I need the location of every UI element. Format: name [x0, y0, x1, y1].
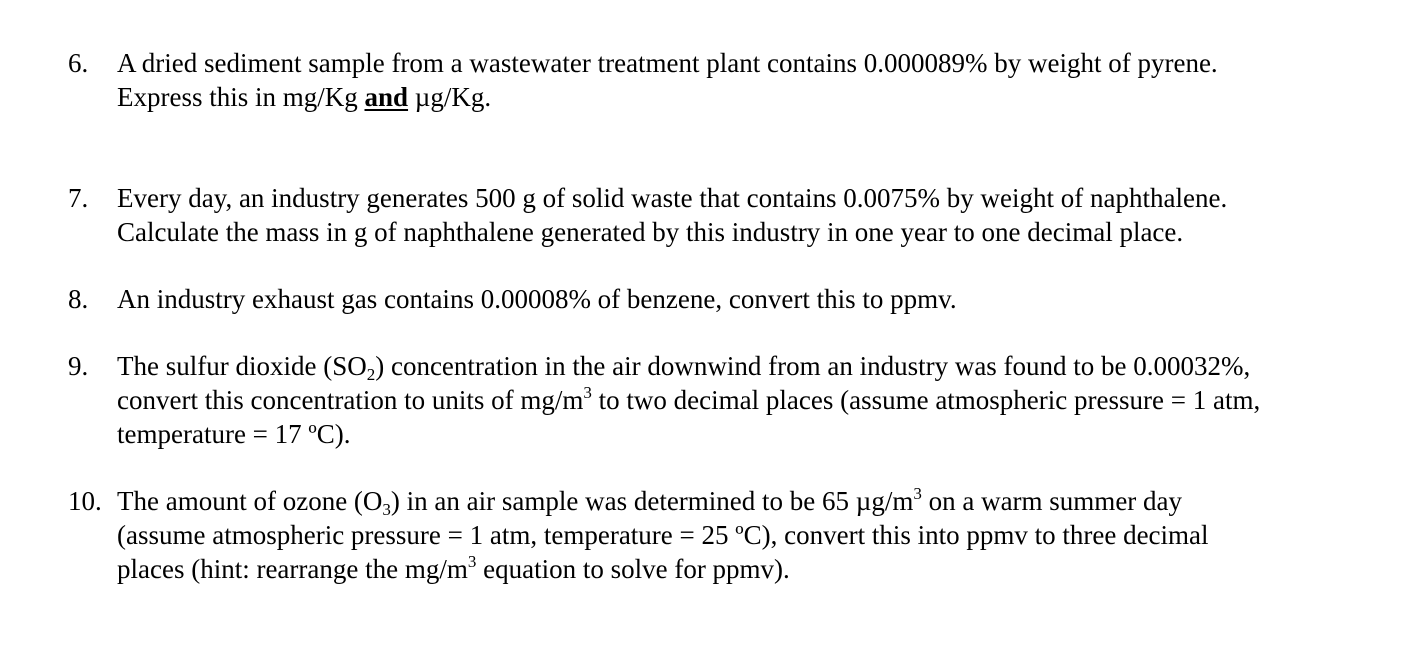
problem-number: 9.	[68, 351, 89, 381]
problem-text	[117, 282, 1392, 316]
problem-number: 6.	[68, 48, 89, 78]
subscript: 2	[366, 365, 376, 384]
problem-line	[117, 383, 1392, 417]
text-run: ) in an air sample was determined to be 65 µg/m	[390, 486, 914, 516]
text-run: µg/Kg.	[408, 82, 492, 112]
problem-text	[117, 181, 1392, 249]
emphasis-and: and	[364, 82, 409, 112]
text-run: The sulfur dioxide (SO	[117, 351, 367, 381]
problem-number: 8.	[68, 284, 89, 314]
superscript: 3	[583, 383, 592, 402]
problem-line: A dried sediment sample from a wastewater treatment plant contains 0.000089% by weight of pyrene.	[117, 48, 1218, 78]
problem-line: (assume atmospheric pressure = 1 atm, temperature = 25 ºC), convert this into ppmv to three decimal	[117, 520, 1209, 550]
problem-line: An industry exhaust gas contains 0.00008% of benzene, convert this to ppmv.	[117, 284, 957, 314]
problem-line: temperature = 17 ºC).	[117, 419, 351, 449]
text-run: equation to solve for ppmv).	[476, 554, 790, 584]
text-run: Express this in mg/Kg	[117, 82, 365, 112]
problem-line	[117, 484, 1392, 518]
text-run: places (hint: rearrange the mg/m	[117, 554, 468, 584]
problem-line	[117, 80, 1392, 114]
text-run: ) concentration in the air downwind from an industry was found to be 0.00032%,	[375, 351, 1251, 381]
problem-text	[117, 484, 1392, 586]
problem-line: Calculate the mass in g of naphthalene generated by this industry in one year to one decimal place.	[117, 217, 1184, 247]
superscript: 3	[467, 552, 477, 571]
problem-line	[117, 349, 1392, 383]
problem-number: 7.	[68, 183, 89, 213]
problem-line	[117, 552, 1392, 586]
problem-text	[117, 46, 1392, 114]
text-run: convert this concentration to units of mg/m	[117, 385, 584, 415]
text-run: The amount of ozone (O	[117, 486, 383, 516]
text-run: on a warm summer day	[921, 486, 1183, 516]
text-run: to two decimal places (assume atmospheric pressure = 1 atm,	[591, 385, 1261, 415]
problem-text	[117, 349, 1392, 451]
problem-line: Every day, an industry generates 500 g of solid waste that contains 0.0075% by weight of naphthalene.	[117, 183, 1228, 213]
subscript: 3	[382, 500, 391, 519]
superscript: 3	[913, 484, 922, 503]
problem-number: 10.	[68, 486, 102, 516]
